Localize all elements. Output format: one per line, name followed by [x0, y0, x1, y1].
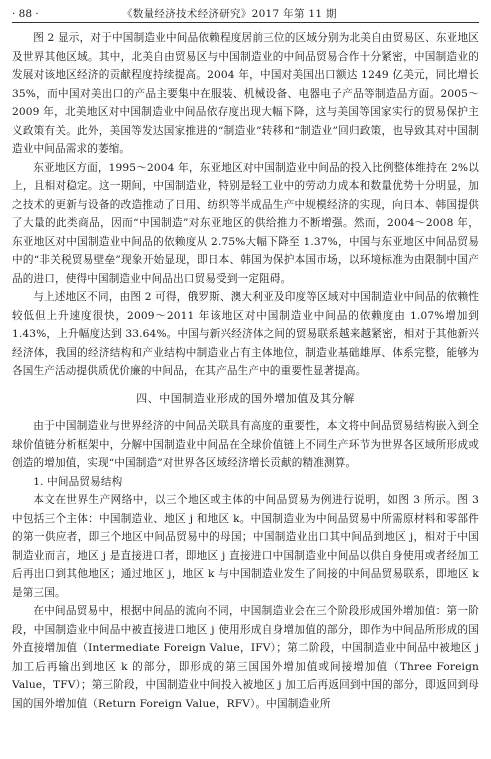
section-heading: 四、中国制造业形成的国外增加值及其分解 — [136, 391, 355, 405]
body-paragraph: 本文在世界生产网络中，以三个地区或主体的中间品贸易为例进行说明，如图 3 所示。图 3 中包括三个主体：中国制造业、地区 j 和地区 k。中国制造业为中间品贸易中所需原材料和零部件的第一供应者，即三个地区中间品贸易中的母国；中国制造业出口其中间品到地区 j，相对于中国制造业而言，地区 j 是直接进口者，即地区 j 直接进口中国制造业中间品以供自身使用或者经加工后再出口到其他地区；通过地区 j，地区 k 与中国制造业发生了间接的中间品贸易联系，即地区 k 是第三国。 — [12, 494, 479, 599]
journal-title: 《数量经济技术经济研究》2017 年第 11 期 — [122, 8, 337, 20]
article-body — [12, 29, 479, 713]
subsection-heading: 1. 中间品贸易结构 — [33, 475, 123, 488]
body-paragraph: 图 2 显示，对于中国制造业中间品依赖程度居前三位的区域分别为北美自由贸易区、东亚地区及世界其他区域。其中，北美自由贸易区与中国制造业的中间品贸易合作十分紧密，中国制造业的发展对该地区经济的贡献程度持续提高。2004 年，中国对美国出口额达 1249 亿美元，同比增长 35%，而中国对美出口的产品主要集中在服装、机械设备、电器电子产品等制造品方面。2005～2009 年，北美地区对中国制造业中间品依存度出现大幅下降，这与美国等国家实行的贸易保护主义政策有关。此外，美国等发达国家推进的“制造业”转移和“制造业”回归政策，也导致其对中国制造业中间品需求的萎缩。 — [12, 32, 479, 155]
body-paragraph: 东亚地区方面，1995～2004 年，东亚地区对中国制造业中间品的投入比例整体维持在 2%以上，且相对稳定。这一期间，中国制造业，特别是轻工业中的劳动力成本和数量优势十分明显，加之技术的更新与设备的改造推动了日用、纺织等半成品生产中规模经济的实现，向日本、韩国提供了大量的此类商品，因而“中国制造”对东亚地区的供给推力不断增强。然而，2004～2008 年，东亚地区对中国制造业中间品的依赖度从 2.75%大幅下降至 1.37%，中国与东亚地区中间品贸易中的“非关税贸易壁垒”现象开始显现，即日本、韩国为保护本国市场，以环境标准为由限制中国产品的进口，使得中国制造业中间品出口贸易受到一定阻碍。 — [12, 161, 479, 285]
section-intro: 由于中国制造业与世界经济的中间品关联具有高度的重要性，本文将中间品贸易结构嵌入到全球价值链分析框架中，分解中国制造业中间品在全球价值链上不同生产环节为世界各区域所形成或创造的增加值，实现“中国制造”对世界各区域经济增长贡献的精准测算。 — [12, 420, 479, 469]
body-paragraph: 与上述地区不同，由图 2 可得，俄罗斯、澳大利亚及印度等区域对中国制造业中间品的依赖性较低但上升速度很快，2009～2011 年该地区对中国制造业中间品的依赖度由 1.07%增加到 1.43%，上升幅度达到 33.64%。中国与新兴经济体之间的贸易联系越来越紧密，相对于其他新兴经济体，我国的经济结构和产业结构中制造业占有主体地位，制造业基础雄厚、体系完整，能够为各国生产活动提供质优价廉的中间品，在其产品生产中的重要性显著提高。 — [12, 291, 479, 377]
body-paragraph: 在中间品贸易中，根据中间品的流向不同，中国制造业会在三个阶段形成国外增加值：第一阶段，中国制造业中间品中被直接进口地区 j 使用形成自身增加值的部分，即作为中间品所形成的国外直接增加值（Intermediate Foreign Value，IFV）；第二阶段，中国制造业中间品中被地区 j 加工后再输出到地区 k 的部分，即形成的第三国国外增加值或间接增加值（Three Foreign Value，TFV）；第三阶段，中国制造业中间投入被地区 j 加工后再返回到中国的部分，即返回到母国的国外增加值（Return Foreign Value，RFV）。中国制造业所 — [12, 605, 479, 710]
page-header — [12, 6, 479, 23]
page-number: · 88 · — [12, 8, 39, 20]
